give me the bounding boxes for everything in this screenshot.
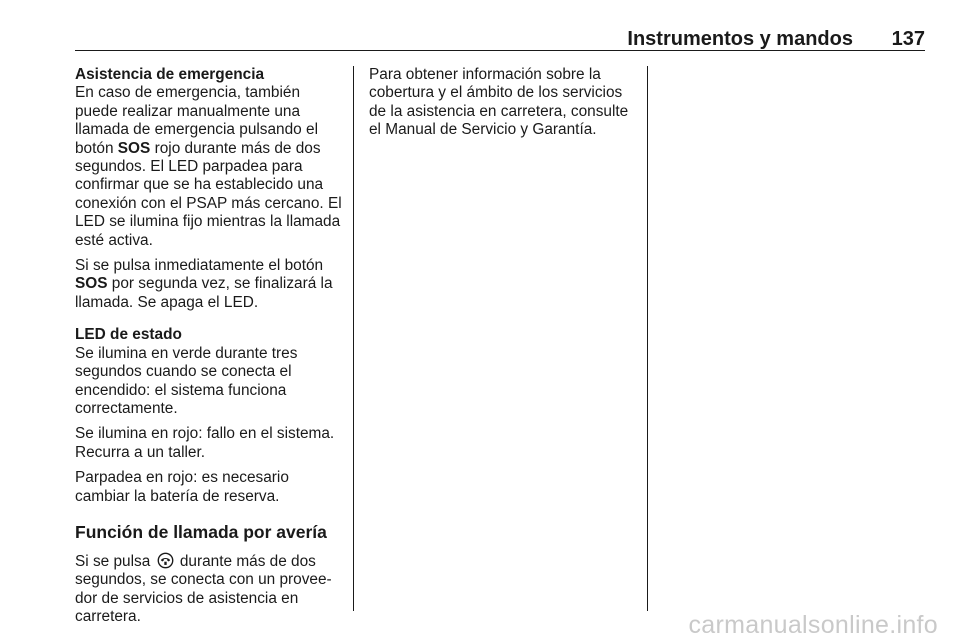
watermark: carmanualsonline.info xyxy=(688,611,938,639)
text-span: Si se pulsa xyxy=(75,552,155,570)
coverage-paragraph: Para obtener información sobre la cobertura y el ámbito de los servicios de la asistencia en carretera, consulte el Manual de Servicio y Garantía. xyxy=(369,66,629,139)
emergency-heading: Asistencia de emergencia xyxy=(75,66,265,83)
emergency-paragraph-1 xyxy=(75,84,347,250)
left-column xyxy=(75,66,347,634)
breakdown-heading: Función de llamada por avería xyxy=(75,521,327,542)
sos-label: SOS xyxy=(117,139,151,157)
page-number: 137 xyxy=(891,28,925,50)
column-divider xyxy=(353,66,354,611)
right-column xyxy=(369,66,639,147)
led-heading: LED de estado xyxy=(75,326,182,344)
led-section xyxy=(75,326,347,506)
text-span: rojo durante más de dos segundos. El LED parpadea para confirmar que se ha establecido una conexión con el PSAP más cercano. El LED se ilumina fijo mientras la llamada esté activa. xyxy=(75,139,342,249)
breakdown-call-icon xyxy=(157,552,174,569)
led-paragraph-3: Parpadea en rojo: es necesario cambiar la batería de reserva. xyxy=(75,469,289,505)
emergency-section xyxy=(75,66,347,312)
text-span: durante más de dos segundos, se conecta con un provee-dor de servicios de asistencia en carretera. xyxy=(75,552,332,626)
text-span: por segunda vez, se finalizará la llamada. Se apaga el LED. xyxy=(75,275,333,311)
sos-label: SOS xyxy=(75,275,108,293)
text-span: Si se pulsa inmediatamente el botón xyxy=(75,257,324,275)
page-header xyxy=(75,28,925,51)
text-span: En caso de emergencia, también puede realizar manualmente una llamada de emergencia pulsando el botón xyxy=(75,84,318,157)
led-paragraph-2: Se ilumina en rojo: fallo en el sistema. Recurra a un taller. xyxy=(75,425,335,461)
column-divider xyxy=(647,66,648,611)
section-title: Instrumentos y mandos xyxy=(627,28,853,50)
breakdown-paragraph xyxy=(75,552,347,627)
emergency-paragraph-2 xyxy=(75,257,347,312)
led-paragraph-1: Se ilumina en verde durante tres segundos cuando se conecta el encendido: el sistema funciona correctamente. xyxy=(75,344,298,417)
